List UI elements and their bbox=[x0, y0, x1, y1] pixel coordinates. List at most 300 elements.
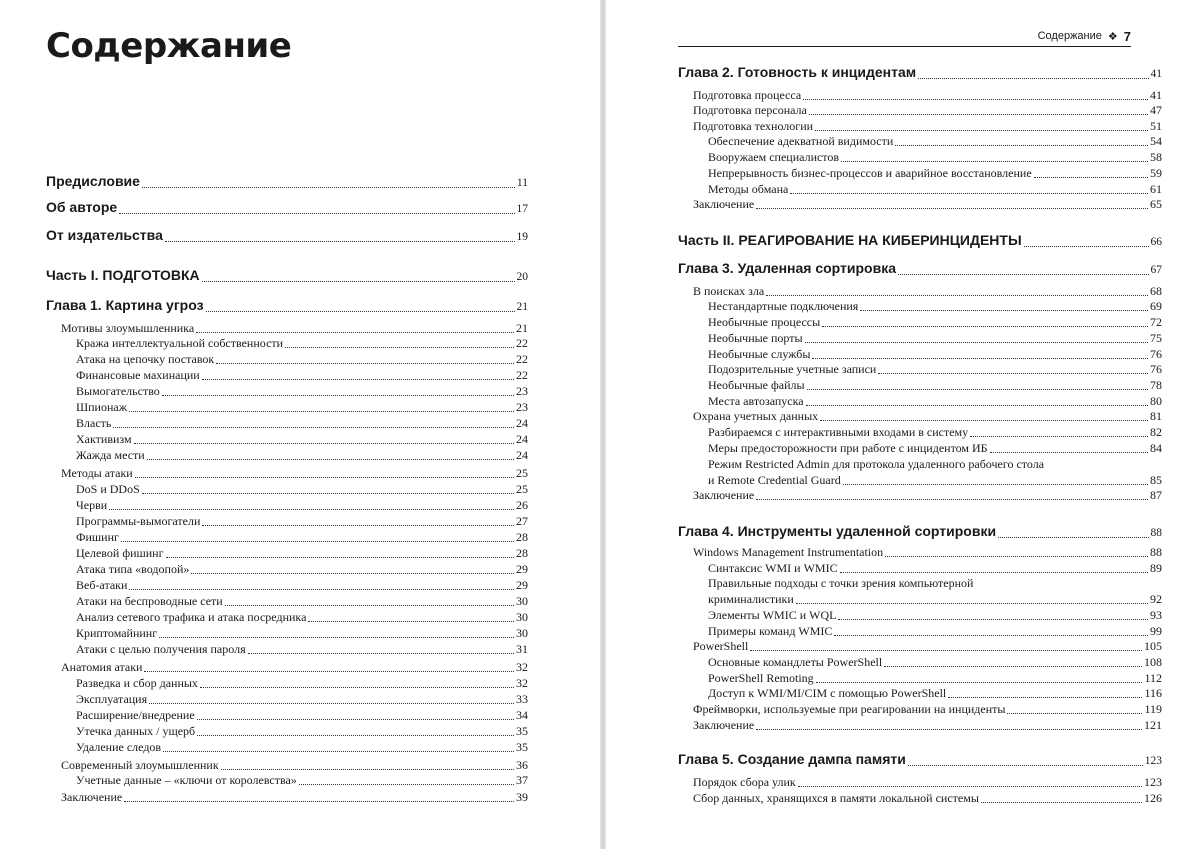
toc-entry[interactable] bbox=[708, 608, 1162, 623]
toc-page-number: 25 bbox=[516, 466, 528, 480]
toc-entry-title: Об авторе bbox=[46, 199, 118, 215]
toc-entry[interactable] bbox=[61, 790, 528, 805]
toc-entry[interactable] bbox=[76, 708, 528, 723]
dot-leader bbox=[988, 441, 1150, 456]
toc-entry[interactable] bbox=[76, 724, 528, 739]
toc-entry-title: Режим Restricted Admin для протокола удаленного рабочего стола bbox=[708, 457, 1045, 471]
toc-entry[interactable] bbox=[76, 773, 528, 788]
toc-entry[interactable] bbox=[708, 299, 1162, 314]
dot-leader bbox=[832, 624, 1150, 639]
toc-page-number: 54 bbox=[1150, 134, 1162, 148]
toc-entry-title: Черви bbox=[76, 498, 108, 512]
toc-page-number: 26 bbox=[516, 498, 528, 512]
toc-page-number: 93 bbox=[1150, 608, 1162, 622]
toc-entry[interactable] bbox=[693, 88, 1162, 103]
toc-page-number: 89 bbox=[1150, 561, 1162, 575]
toc-entry-title: Атака типа «водопой» bbox=[76, 562, 190, 576]
toc-page-number: 30 bbox=[516, 626, 528, 640]
toc-entry-title: Элементы WMIC и WQL bbox=[708, 608, 837, 622]
toc-entry[interactable] bbox=[76, 562, 528, 577]
toc-entry[interactable] bbox=[693, 197, 1162, 212]
dot-leader bbox=[132, 432, 516, 447]
toc-entry-title: Места автозапуска bbox=[708, 394, 804, 408]
toc-page-number: 69 bbox=[1150, 299, 1162, 313]
toc-entry-title: Примеры команд WMIC bbox=[708, 624, 833, 638]
page-number: 7 bbox=[1123, 28, 1131, 44]
toc-entry-title: Часть II. РЕАГИРОВАНИЕ НА КИБЕРИНЦИДЕНТЫ bbox=[678, 232, 1022, 248]
toc-entry[interactable] bbox=[708, 624, 1162, 639]
toc-entry[interactable] bbox=[693, 119, 1162, 134]
toc-heading[interactable] bbox=[46, 199, 528, 217]
dot-leader bbox=[807, 103, 1150, 118]
dot-leader bbox=[839, 150, 1150, 165]
dot-leader bbox=[906, 751, 1145, 769]
toc-entry-title: Атаки на беспроводные сети bbox=[76, 594, 223, 608]
toc-page-number: 32 bbox=[516, 676, 528, 690]
toc-entry-title: Жажда мести bbox=[76, 448, 145, 462]
toc-entry-title: Подготовка технологии bbox=[693, 119, 814, 133]
dot-leader bbox=[896, 260, 1150, 278]
toc-page-number: 58 bbox=[1150, 150, 1162, 164]
toc-heading[interactable] bbox=[46, 267, 528, 285]
toc-entry-title: Подготовка персонала bbox=[693, 103, 807, 117]
dot-leader bbox=[796, 775, 1144, 790]
toc-page-number: 29 bbox=[516, 562, 528, 576]
toc-entry[interactable] bbox=[76, 336, 528, 351]
toc-entry-title: Синтаксис WMI и WMIC bbox=[708, 561, 838, 575]
toc-entry-title: Эксплуатация bbox=[76, 692, 148, 706]
toc-entry-title: Власть bbox=[76, 416, 112, 430]
dot-leader bbox=[119, 530, 516, 545]
dot-leader bbox=[858, 299, 1150, 314]
toc-entry-title: От издательства bbox=[46, 227, 163, 243]
toc-entry[interactable] bbox=[76, 482, 528, 497]
dot-leader bbox=[876, 362, 1150, 377]
toc-entry-title: Глава 1. Картина угроз bbox=[46, 297, 204, 313]
toc-entry[interactable] bbox=[76, 432, 528, 447]
toc-page-number: 37 bbox=[516, 773, 528, 787]
dot-leader bbox=[838, 561, 1150, 576]
toc-entry-title: Атака на цепочку поставок bbox=[76, 352, 215, 366]
left-page bbox=[0, 0, 600, 849]
toc-entry[interactable] bbox=[708, 362, 1162, 377]
dot-leader bbox=[200, 267, 517, 285]
toc-heading[interactable] bbox=[46, 173, 528, 191]
toc-page-number: 36 bbox=[516, 758, 528, 772]
dot-leader bbox=[754, 197, 1150, 212]
toc-entry-title: Удаление следов bbox=[76, 740, 162, 754]
toc-entry[interactable] bbox=[708, 561, 1162, 576]
toc-entry-title: Подозрительные учетные записи bbox=[708, 362, 877, 376]
toc-entry[interactable] bbox=[708, 347, 1162, 362]
toc-page-number: 108 bbox=[1144, 655, 1162, 669]
toc-entry-title: Разведка и сбор данных bbox=[76, 676, 198, 690]
toc-page-number: 80 bbox=[1150, 394, 1162, 408]
dot-leader bbox=[1022, 232, 1151, 250]
toc-entry-title: PowerShell bbox=[693, 639, 749, 653]
toc-page-number: 11 bbox=[516, 177, 528, 189]
dot-leader bbox=[117, 199, 516, 217]
toc-heading[interactable] bbox=[46, 297, 528, 315]
dot-leader bbox=[214, 352, 516, 367]
toc-page-number: 92 bbox=[1150, 592, 1162, 606]
toc-page-number: 105 bbox=[1144, 639, 1162, 653]
toc-entry-title: Кража интеллектуальной собственности bbox=[76, 336, 284, 350]
dot-leader bbox=[916, 64, 1150, 82]
toc-entry[interactable] bbox=[76, 610, 528, 625]
toc-entry-title: Методы обмана bbox=[708, 182, 789, 196]
toc-entry-title: Сбор данных, хранящихся в памяти локальной системы bbox=[693, 791, 979, 805]
toc-page-number: 24 bbox=[516, 448, 528, 462]
toc-heading[interactable] bbox=[678, 232, 1162, 250]
toc-page-number: 20 bbox=[516, 271, 528, 283]
toc-page-number: 119 bbox=[1144, 702, 1162, 716]
dot-leader bbox=[140, 173, 517, 191]
dot-leader bbox=[979, 791, 1144, 806]
toc-page-number: 34 bbox=[516, 708, 528, 722]
toc-page-number: 27 bbox=[516, 514, 528, 528]
toc-entry-title: Вымогательство bbox=[76, 384, 160, 398]
toc-page-number: 67 bbox=[1150, 264, 1162, 276]
dot-leader bbox=[754, 488, 1150, 503]
toc-page-number: 35 bbox=[516, 724, 528, 738]
toc-page-number: 29 bbox=[516, 578, 528, 592]
toc-entry-title: и Remote Credential Guard bbox=[708, 473, 841, 487]
toc-entry[interactable] bbox=[708, 134, 1162, 149]
dot-leader bbox=[164, 546, 516, 561]
toc-page-number: 123 bbox=[1144, 755, 1162, 767]
toc-entry[interactable] bbox=[76, 514, 528, 529]
toc-page-number: 32 bbox=[516, 660, 528, 674]
dot-leader bbox=[820, 315, 1150, 330]
toc-page-number: 82 bbox=[1150, 425, 1162, 439]
toc-entry-title: Предисловие bbox=[46, 173, 140, 189]
running-head bbox=[678, 26, 1131, 47]
toc-entry-title: Windows Management Instrumentation bbox=[693, 545, 884, 559]
dot-leader bbox=[754, 718, 1144, 733]
toc-heading[interactable] bbox=[678, 64, 1162, 82]
toc-page-number: 121 bbox=[1144, 718, 1162, 732]
toc-page-number: 23 bbox=[516, 384, 528, 398]
toc-page-number: 123 bbox=[1144, 775, 1162, 789]
toc-entry-title: Вооружаем специалистов bbox=[708, 150, 840, 164]
dot-leader bbox=[223, 594, 516, 609]
toc-entry[interactable] bbox=[61, 758, 528, 773]
toc-entry-title: PowerShell Remoting bbox=[708, 671, 814, 685]
toc-heading[interactable] bbox=[46, 227, 528, 245]
toc-page-number: 76 bbox=[1150, 347, 1162, 361]
toc-page-number: 59 bbox=[1150, 166, 1162, 180]
dot-leader bbox=[157, 626, 516, 641]
toc-entry-title: Заключение bbox=[693, 197, 755, 211]
toc-entry[interactable] bbox=[76, 578, 528, 593]
toc-entry-title: Охрана учетных данных bbox=[693, 409, 819, 423]
toc-entry[interactable] bbox=[693, 284, 1162, 299]
toc-entry-title: Мотивы злоумышленника bbox=[61, 321, 195, 335]
toc-page-number: 99 bbox=[1150, 624, 1162, 638]
toc-entry[interactable] bbox=[76, 740, 528, 755]
toc-entry-title: В поисках зла bbox=[693, 284, 765, 298]
toc-entry[interactable] bbox=[708, 425, 1162, 440]
toc-page-number: 51 bbox=[1150, 119, 1162, 133]
toc-entry[interactable] bbox=[693, 639, 1162, 654]
toc-page-number: 78 bbox=[1150, 378, 1162, 392]
dot-leader bbox=[198, 676, 516, 691]
dot-leader bbox=[200, 368, 516, 383]
dot-leader bbox=[814, 671, 1145, 686]
toc-entry[interactable] bbox=[76, 400, 528, 415]
toc-entry[interactable] bbox=[693, 775, 1162, 790]
dot-leader bbox=[804, 394, 1150, 409]
toc-page-number: 41 bbox=[1150, 68, 1162, 80]
toc-page-number: 30 bbox=[516, 610, 528, 624]
toc-page-number: 33 bbox=[516, 692, 528, 706]
toc-page-number: 81 bbox=[1150, 409, 1162, 423]
toc-entry[interactable] bbox=[693, 791, 1162, 806]
toc-entry-title: Расширение/внедрение bbox=[76, 708, 195, 722]
toc-entry[interactable] bbox=[708, 686, 1162, 701]
toc-entry-title: Атаки с целью получения пароля bbox=[76, 642, 246, 656]
toc-entry-title: Меры предосторожности при работе с инцидентом ИБ bbox=[708, 441, 988, 455]
toc-entry-title: Утечка данных / ущерб bbox=[76, 724, 196, 738]
toc-entry[interactable] bbox=[61, 321, 528, 336]
toc-entry-title: Необычные процессы bbox=[708, 315, 821, 329]
toc-entry-title: Фреймворки, используемые при реагировании на инциденты bbox=[693, 702, 1006, 716]
toc-entry[interactable] bbox=[76, 384, 528, 399]
toc-page-number: 88 bbox=[1150, 545, 1162, 559]
toc-entry[interactable] bbox=[708, 166, 1162, 181]
toc-entry[interactable] bbox=[76, 530, 528, 545]
toc-entry[interactable] bbox=[76, 498, 528, 513]
dot-leader bbox=[805, 378, 1150, 393]
toc-page-number: 47 bbox=[1150, 103, 1162, 117]
toc-entry[interactable] bbox=[76, 626, 528, 641]
toc-entry[interactable] bbox=[708, 671, 1162, 686]
dot-leader bbox=[803, 331, 1150, 346]
toc-entry-title: Глава 4. Инструменты удаленной сортировки bbox=[678, 523, 997, 539]
toc-entry-title: Методы атаки bbox=[61, 466, 133, 480]
running-head-section: Содержание bbox=[1037, 30, 1102, 42]
dot-leader bbox=[810, 347, 1150, 362]
toc-page-number: 22 bbox=[516, 368, 528, 382]
toc-entry-title: Криптомайнинг bbox=[76, 626, 158, 640]
right-page bbox=[606, 0, 1202, 849]
dot-leader bbox=[107, 498, 516, 513]
toc-entry-title: Доступ к WMI/MI/CIM с помощью PowerShell bbox=[708, 686, 947, 700]
dot-leader bbox=[946, 686, 1144, 701]
dot-leader bbox=[283, 336, 516, 351]
toc-entry[interactable] bbox=[708, 655, 1162, 670]
toc-page-number: 24 bbox=[516, 416, 528, 430]
dot-leader bbox=[194, 321, 516, 336]
toc-page-number: 21 bbox=[516, 321, 528, 335]
toc-page-number: 41 bbox=[1150, 88, 1162, 102]
page-title: Содержание bbox=[46, 26, 292, 66]
toc-entry-title: Фишинг bbox=[76, 530, 119, 544]
toc-entry[interactable] bbox=[76, 692, 528, 707]
dot-leader bbox=[818, 409, 1150, 424]
toc-entry-title: Анализ сетевого трафика и атака посредника bbox=[76, 610, 307, 624]
toc-entry-title: Основные командлеты PowerShell bbox=[708, 655, 883, 669]
toc-entry[interactable] bbox=[76, 594, 528, 609]
toc-entry[interactable] bbox=[708, 592, 1162, 607]
toc-entry[interactable] bbox=[76, 416, 528, 431]
toc-entry[interactable] bbox=[76, 676, 528, 691]
toc-page-number: 28 bbox=[516, 530, 528, 544]
toc-entry-title: Финансовые махинации bbox=[76, 368, 200, 382]
toc-entry[interactable] bbox=[693, 488, 1162, 503]
toc-page-number: 68 bbox=[1150, 284, 1162, 298]
toc-page-number: 22 bbox=[516, 352, 528, 366]
dot-leader bbox=[160, 384, 516, 399]
dot-leader bbox=[1032, 166, 1150, 181]
dot-leader bbox=[836, 608, 1150, 623]
toc-entry[interactable] bbox=[76, 546, 528, 561]
toc-entry[interactable] bbox=[708, 473, 1162, 488]
toc-entry[interactable] bbox=[708, 150, 1162, 165]
dot-leader bbox=[748, 639, 1144, 654]
toc-entry-title: Глава 3. Удаленная сортировка bbox=[678, 260, 897, 276]
toc-page-number: 87 bbox=[1150, 488, 1162, 502]
toc-entry-title: DoS и DDoS bbox=[76, 482, 140, 496]
toc-entry-title: Современный злоумышленник bbox=[61, 758, 219, 772]
toc-heading[interactable] bbox=[678, 751, 1162, 769]
toc-entry[interactable] bbox=[693, 103, 1162, 118]
dot-leader bbox=[127, 578, 516, 593]
toc-page-number: 84 bbox=[1150, 441, 1162, 455]
toc-entry[interactable] bbox=[76, 642, 528, 657]
toc-page-number: 61 bbox=[1150, 182, 1162, 196]
toc-entry-title: Правильные подходы с точки зрения компьютерной bbox=[708, 576, 974, 590]
toc-page-number: 17 bbox=[516, 203, 528, 215]
toc-entry-title: Учетные данные – «ключи от королевства» bbox=[76, 773, 297, 787]
toc-page-number: 39 bbox=[516, 790, 528, 804]
toc-page-number: 19 bbox=[516, 231, 528, 243]
dot-leader bbox=[801, 88, 1150, 103]
dot-leader bbox=[883, 545, 1150, 560]
toc-entry-title: Заключение bbox=[61, 790, 123, 804]
toc-entry-title: Глава 5. Создание дампа памяти bbox=[678, 751, 906, 767]
toc-entry[interactable] bbox=[61, 466, 528, 481]
toc-entry-title: Часть I. ПОДГОТОВКА bbox=[46, 267, 200, 283]
dot-leader bbox=[142, 660, 516, 675]
toc-page-number: 126 bbox=[1144, 791, 1162, 805]
dot-leader bbox=[133, 466, 516, 481]
dot-leader bbox=[200, 514, 516, 529]
toc-entry[interactable] bbox=[693, 409, 1162, 424]
dot-leader bbox=[122, 790, 516, 805]
toc-entry-title: Подготовка процесса bbox=[693, 88, 802, 102]
toc-entry-title: Необычные порты bbox=[708, 331, 803, 345]
dot-leader bbox=[111, 416, 516, 431]
toc-entry[interactable] bbox=[708, 394, 1162, 409]
dot-leader bbox=[163, 227, 517, 245]
toc-entry-title: Шпионаж bbox=[76, 400, 127, 414]
dot-leader bbox=[794, 592, 1150, 607]
toc-entry[interactable] bbox=[76, 352, 528, 367]
toc-entry-title: Целевой фишинг bbox=[76, 546, 164, 560]
toc-entry[interactable] bbox=[708, 441, 1162, 456]
toc-entry-title: Непрерывность бизнес-процессов и аварийное восстановление bbox=[708, 166, 1032, 180]
dot-leader bbox=[161, 740, 516, 755]
dot-leader bbox=[882, 655, 1144, 670]
dot-leader bbox=[145, 448, 516, 463]
dot-leader bbox=[147, 692, 516, 707]
toc-entry[interactable] bbox=[693, 545, 1162, 560]
toc-page-number: 112 bbox=[1144, 671, 1162, 685]
toc-entry-title: Необычные файлы bbox=[708, 378, 805, 392]
dot-leader bbox=[813, 119, 1150, 134]
dot-leader bbox=[204, 297, 517, 315]
toc-entry-title: Разбираемся с интерактивными входами в систему bbox=[708, 425, 969, 439]
toc-page-number: 23 bbox=[516, 400, 528, 414]
toc-heading[interactable] bbox=[678, 260, 1162, 278]
toc-page-number: 25 bbox=[516, 482, 528, 496]
toc-entry[interactable] bbox=[76, 368, 528, 383]
toc-page-number: 21 bbox=[516, 301, 528, 313]
toc-page-number: 22 bbox=[516, 336, 528, 350]
dot-leader bbox=[1005, 702, 1144, 717]
toc-page-number: 65 bbox=[1150, 197, 1162, 211]
dot-leader bbox=[764, 284, 1150, 299]
toc-entry-title: Заключение bbox=[693, 718, 755, 732]
dot-leader bbox=[306, 610, 516, 625]
toc-entry-title: Необычные службы bbox=[708, 347, 811, 361]
toc-entry-title: Порядок сбора улик bbox=[693, 775, 796, 789]
toc-page-number: 72 bbox=[1150, 315, 1162, 329]
dot-leader bbox=[219, 758, 516, 773]
toc-entry[interactable] bbox=[61, 660, 528, 675]
toc-entry[interactable] bbox=[708, 378, 1162, 393]
dot-leader bbox=[246, 642, 516, 657]
toc-page-number: 88 bbox=[1150, 527, 1162, 539]
toc-entry-title: Заключение bbox=[693, 488, 755, 502]
toc-heading[interactable] bbox=[678, 523, 1162, 541]
toc-entry-title: Глава 2. Готовность к инцидентам bbox=[678, 64, 917, 80]
dot-leader bbox=[893, 134, 1150, 149]
toc-entry[interactable] bbox=[693, 718, 1162, 733]
dot-leader bbox=[140, 482, 516, 497]
toc-page-number: 24 bbox=[516, 432, 528, 446]
toc-page-number: 28 bbox=[516, 546, 528, 560]
toc-page-number: 75 bbox=[1150, 331, 1162, 345]
toc-page-number: 76 bbox=[1150, 362, 1162, 376]
dot-leader bbox=[996, 523, 1150, 541]
toc-entry-title: Веб-атаки bbox=[76, 578, 128, 592]
toc-entry-title: Программы-вымогатели bbox=[76, 514, 201, 528]
dot-leader bbox=[841, 473, 1150, 488]
toc-entry[interactable] bbox=[708, 182, 1162, 197]
toc-entry-title: Хактивизм bbox=[76, 432, 132, 446]
dot-leader bbox=[297, 773, 516, 788]
dot-leader bbox=[788, 182, 1150, 197]
dot-leader bbox=[968, 425, 1150, 440]
toc-entry[interactable] bbox=[76, 448, 528, 463]
toc-entry[interactable] bbox=[693, 702, 1162, 717]
toc-entry-title: криминалистики bbox=[708, 592, 794, 606]
ornament-icon: ❖ bbox=[1107, 30, 1118, 43]
toc-entry-title: Обеспечение адекватной видимости bbox=[708, 134, 894, 148]
dot-leader bbox=[189, 562, 516, 577]
toc-page-number: 66 bbox=[1150, 236, 1162, 248]
dot-leader bbox=[195, 708, 516, 723]
toc-entry[interactable] bbox=[708, 315, 1162, 330]
toc-entry[interactable] bbox=[708, 331, 1162, 346]
toc-page-number: 31 bbox=[516, 642, 528, 656]
toc-page-number: 30 bbox=[516, 594, 528, 608]
toc-page-number: 35 bbox=[516, 740, 528, 754]
dot-leader bbox=[127, 400, 516, 415]
